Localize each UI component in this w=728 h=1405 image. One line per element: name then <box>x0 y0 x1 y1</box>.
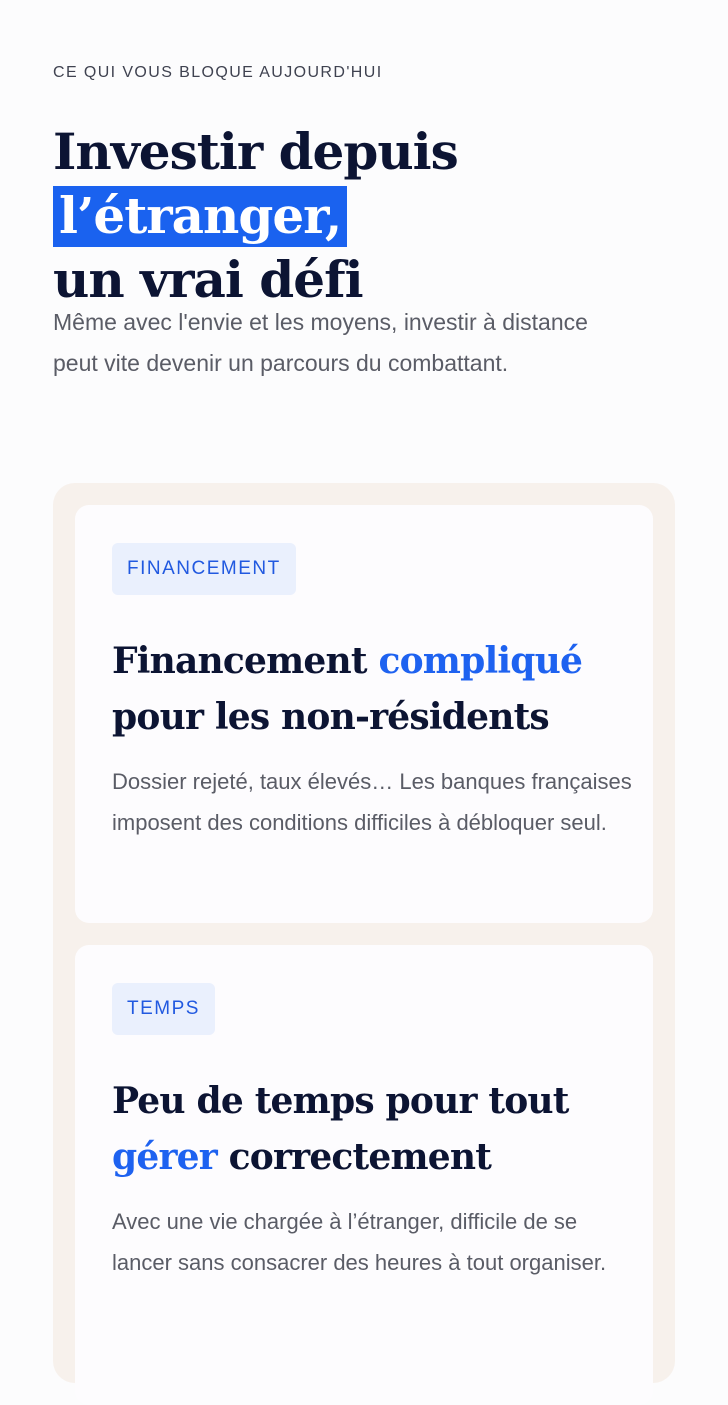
section-intro: Même avec l'envie et les moyens, investir à distance peut vite devenir un parcours du combattant. <box>53 309 588 376</box>
headline-part-2: un vrai défi <box>53 250 363 309</box>
section-headline <box>53 120 693 312</box>
problem-card-temps <box>75 945 653 1405</box>
card-title-part-2: correctement <box>216 1136 492 1178</box>
card-title-part-1: Peu de temps pour tout <box>112 1080 569 1122</box>
card-badge: FINANCEMENT <box>112 543 296 595</box>
card-text: Avec une vie chargée à l’étranger, difficile de se lancer sans consacrer des heures à tout organiser. <box>112 1209 607 1275</box>
headline-highlight: l’étranger, <box>53 186 347 247</box>
card-title <box>112 1073 632 1185</box>
card-title <box>112 633 632 745</box>
problem-card-financement <box>75 505 653 923</box>
card-title-accent: compliqué <box>378 640 583 682</box>
problem-cards <box>53 483 675 1383</box>
card-title-part-2: pour les non-résidents <box>112 696 549 738</box>
section-eyebrow: CE QUI VOUS BLOQUE AUJOURD'HUI <box>53 64 383 81</box>
card-text: Dossier rejeté, taux élevés… Les banques françaises imposent des conditions difficiles à débloquer seul. <box>112 769 632 835</box>
card-badge: TEMPS <box>112 983 215 1035</box>
card-title-part-1: Financement <box>112 640 379 682</box>
card-title-accent: gérer <box>112 1136 217 1178</box>
headline-part-1: Investir depuis <box>53 122 458 181</box>
